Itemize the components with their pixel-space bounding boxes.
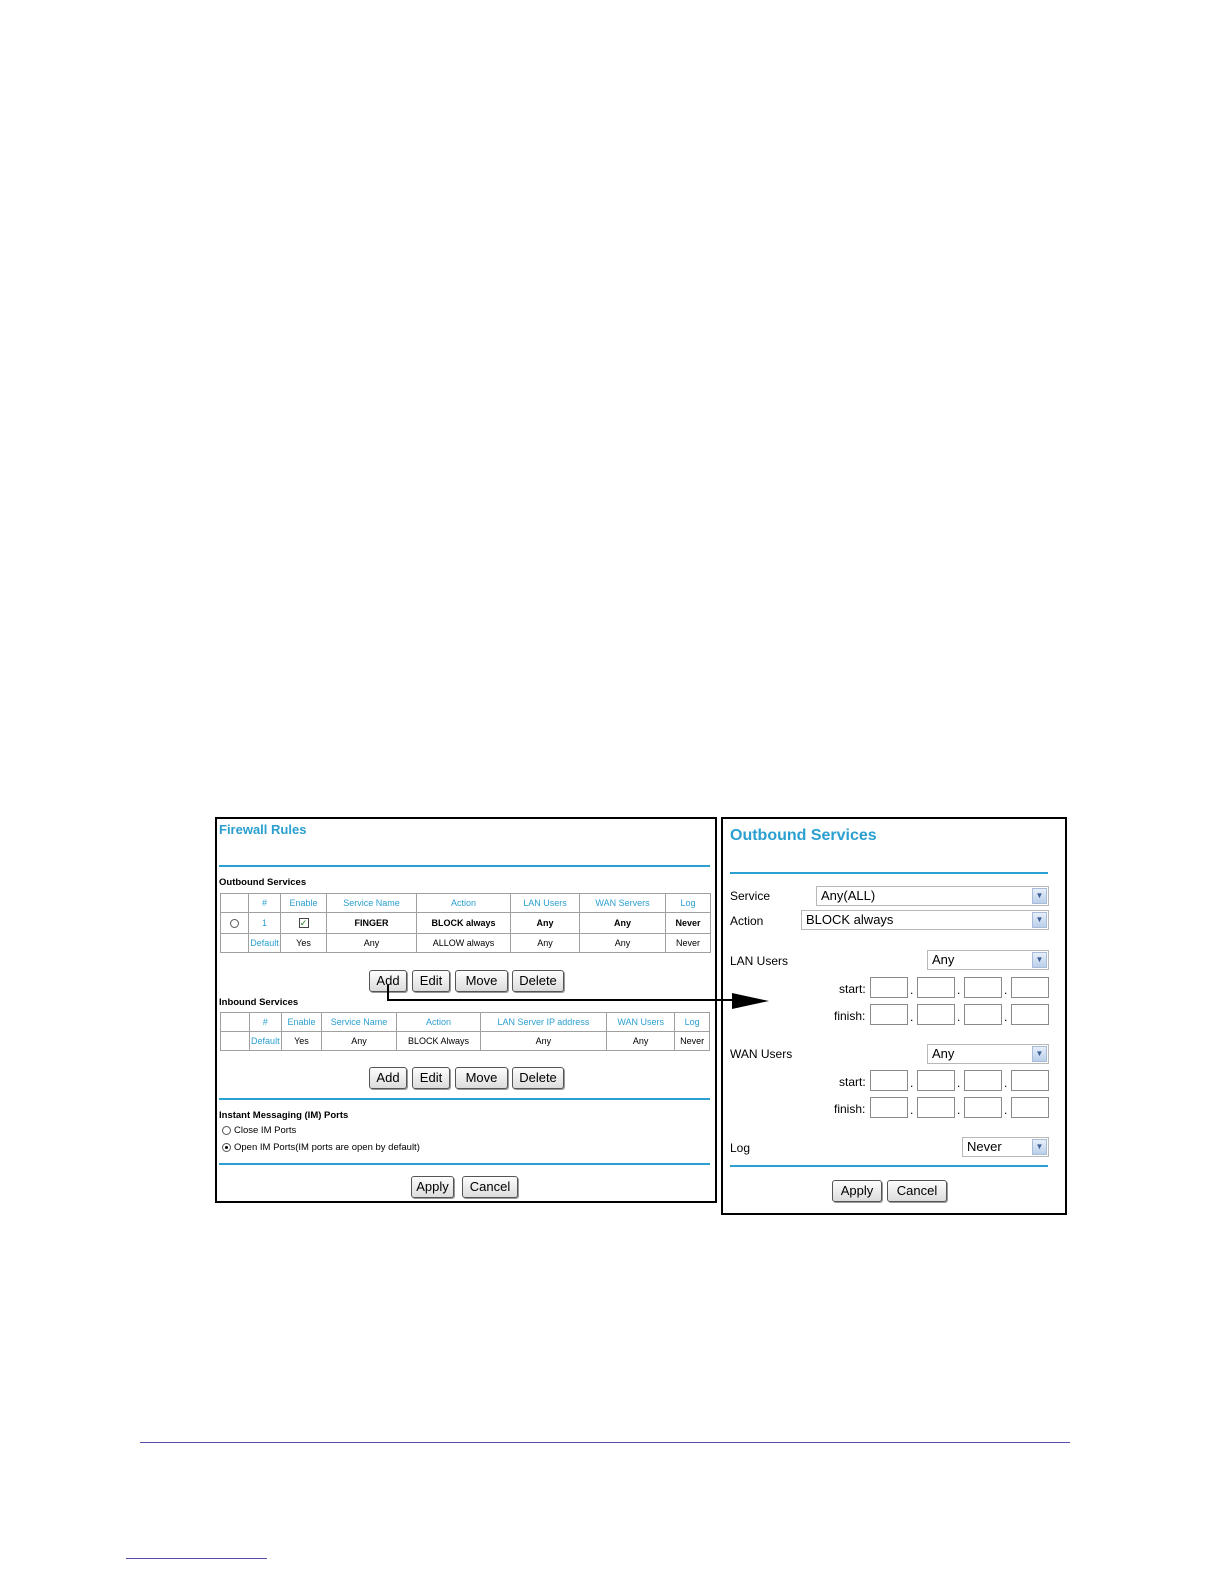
divider [730,1165,1048,1167]
column-header-log: Log [675,1013,710,1032]
rule-number[interactable]: Default [249,934,281,953]
outbound-move-button[interactable]: Move [455,970,508,992]
outbound-services-panel [721,817,1067,1215]
lan-users-value: Any [932,952,955,967]
column-header-action: Action [417,894,511,913]
row-select-radio[interactable] [230,919,239,928]
wan-start-ip-octet-2[interactable] [917,1070,955,1091]
log-label: Log [730,1141,751,1155]
lan-users-label: LAN Users [730,954,789,968]
ip-separator: . [910,1076,914,1090]
service-select[interactable] [816,886,1049,906]
outbound-delete-button[interactable]: Delete [512,970,564,992]
wan-users-value: Any [932,1046,955,1061]
column-header-number: # [249,1013,282,1032]
page-title: Outbound Services [730,827,877,844]
enable-cell: Yes [282,1032,322,1051]
enable-cell[interactable] [281,913,327,934]
lan-users-select[interactable] [927,950,1049,970]
enable-cell: Yes [281,934,327,953]
lan-users-cell: Any [511,913,580,934]
wan-start-label: start: [839,1075,866,1089]
column-header-lan-server-ip: LAN Server IP address [480,1013,606,1032]
wan-start-ip-octet-4[interactable] [1011,1070,1049,1091]
wan-users-label: WAN Users [730,1047,793,1061]
ip-separator: . [957,1076,961,1090]
open-im-ports-option[interactable] [222,1142,420,1153]
service-name-cell: Any [327,934,417,953]
lan-finish-ip-octet-3[interactable] [964,1004,1002,1025]
inbound-edit-button[interactable]: Edit [412,1067,450,1089]
wan-start-ip-octet-1[interactable] [870,1070,908,1091]
divider [219,1163,710,1165]
ip-separator: . [910,1010,914,1024]
rule-number[interactable]: Default [249,1032,282,1051]
wan-users-cell: Any [607,1032,675,1051]
ip-separator: . [1004,1076,1008,1090]
enable-checkbox[interactable]: ✓ [299,918,308,929]
log-value: Never [967,1139,1002,1154]
wan-servers-cell: Any [580,934,666,953]
apply-button[interactable]: Apply [411,1176,454,1198]
log-cell: Never [666,913,711,934]
action-cell: BLOCK Always [397,1032,481,1051]
lan-finish-ip-octet-2[interactable] [917,1004,955,1025]
column-header-number: # [249,894,281,913]
divider [219,865,710,867]
column-header-wan-users: WAN Users [607,1013,675,1032]
ip-separator: . [910,1103,914,1117]
log-cell: Never [666,934,711,953]
outbound-add-button[interactable]: Add [369,970,407,992]
outbound-services-label: Outbound Services [219,877,307,888]
column-header-log: Log [666,894,711,913]
column-header-wan-servers: WAN Servers [580,894,666,913]
wan-finish-ip-octet-2[interactable] [917,1097,955,1118]
open-im-ports-radio[interactable] [222,1143,231,1152]
close-im-ports-option[interactable] [222,1125,296,1136]
connector-arrow [380,985,780,1025]
column-header-service-name: Service Name [327,894,417,913]
ip-separator: . [1004,983,1008,997]
lan-start-label: start: [839,982,866,996]
inbound-delete-button[interactable]: Delete [512,1067,564,1089]
divider [219,1098,710,1100]
ip-separator: . [1004,1103,1008,1117]
row-select-cell [221,934,249,953]
chevron-down-icon: ▼ [1032,912,1047,928]
lan-finish-ip-octet-4[interactable] [1011,1004,1049,1025]
wan-finish-ip-octet-1[interactable] [870,1097,908,1118]
lan-users-cell: Any [511,934,580,953]
column-header-enable: Enable [282,1013,322,1032]
lan-start-ip-octet-2[interactable] [917,977,955,998]
inbound-move-button[interactable]: Move [455,1067,508,1089]
inbound-add-button[interactable]: Add [369,1067,407,1089]
close-im-ports-radio[interactable] [222,1126,231,1135]
action-value: BLOCK always [806,912,894,927]
action-cell: ALLOW always [417,934,511,953]
table-row [221,1032,710,1051]
im-ports-label: Instant Messaging (IM) Ports [219,1110,349,1121]
column-header-action: Action [397,1013,481,1032]
wan-users-select[interactable] [927,1044,1049,1064]
outbound-services-table [220,893,711,953]
open-im-ports-label: Open IM Ports(IM ports are open by default) [234,1142,420,1153]
column-header-select [221,894,249,913]
lan-finish-label: finish: [834,1009,866,1023]
footer-link-underline [126,1558,267,1559]
column-header-select [221,1013,250,1032]
service-name-cell: Any [321,1032,396,1051]
column-header-service-name: Service Name [321,1013,396,1032]
chevron-down-icon: ▼ [1032,952,1047,968]
wan-start-ip-octet-3[interactable] [964,1070,1002,1091]
log-select[interactable] [962,1137,1049,1157]
chevron-down-icon: ▼ [1032,888,1047,904]
divider [730,872,1048,874]
service-name-cell: FINGER [327,913,417,934]
lan-start-ip-octet-4[interactable] [1011,977,1049,998]
ip-separator: . [957,1010,961,1024]
row-select-cell [221,1032,250,1051]
table-header-row [221,894,711,913]
rule-number[interactable]: 1 [249,913,281,934]
service-label: Service [730,889,771,903]
ip-separator: . [910,983,914,997]
cancel-button[interactable]: Cancel [462,1176,518,1198]
lan-start-ip-octet-1[interactable] [870,977,908,998]
footer-divider [140,1442,1070,1443]
page-title: Firewall Rules [219,822,307,837]
cancel-button[interactable]: Cancel [887,1180,947,1202]
inbound-services-label: Inbound Services [219,997,299,1008]
action-label: Action [730,914,764,928]
chevron-down-icon: ▼ [1032,1046,1047,1062]
service-value: Any(ALL) [821,888,876,903]
wan-finish-ip-octet-4[interactable] [1011,1097,1049,1118]
ip-separator: . [1004,1010,1008,1024]
wan-finish-ip-octet-3[interactable] [964,1097,1002,1118]
log-cell: Never [675,1032,710,1051]
column-header-enable: Enable [281,894,327,913]
row-select-cell[interactable] [221,913,249,934]
action-select[interactable] [801,910,1049,930]
outbound-edit-button[interactable]: Edit [412,970,450,992]
ip-separator: . [957,1103,961,1117]
table-row[interactable] [221,913,711,934]
close-im-ports-label: Close IM Ports [234,1125,297,1136]
wan-servers-cell: Any [580,913,666,934]
ip-separator: . [957,983,961,997]
action-cell: BLOCK always [417,913,511,934]
table-row [221,934,711,953]
chevron-down-icon: ▼ [1032,1139,1047,1155]
lan-start-ip-octet-3[interactable] [964,977,1002,998]
apply-button[interactable]: Apply [832,1180,882,1202]
lan-finish-ip-octet-1[interactable] [870,1004,908,1025]
column-header-lan-users: LAN Users [511,894,580,913]
lan-server-ip-cell: Any [480,1032,606,1051]
wan-finish-label: finish: [834,1102,866,1116]
